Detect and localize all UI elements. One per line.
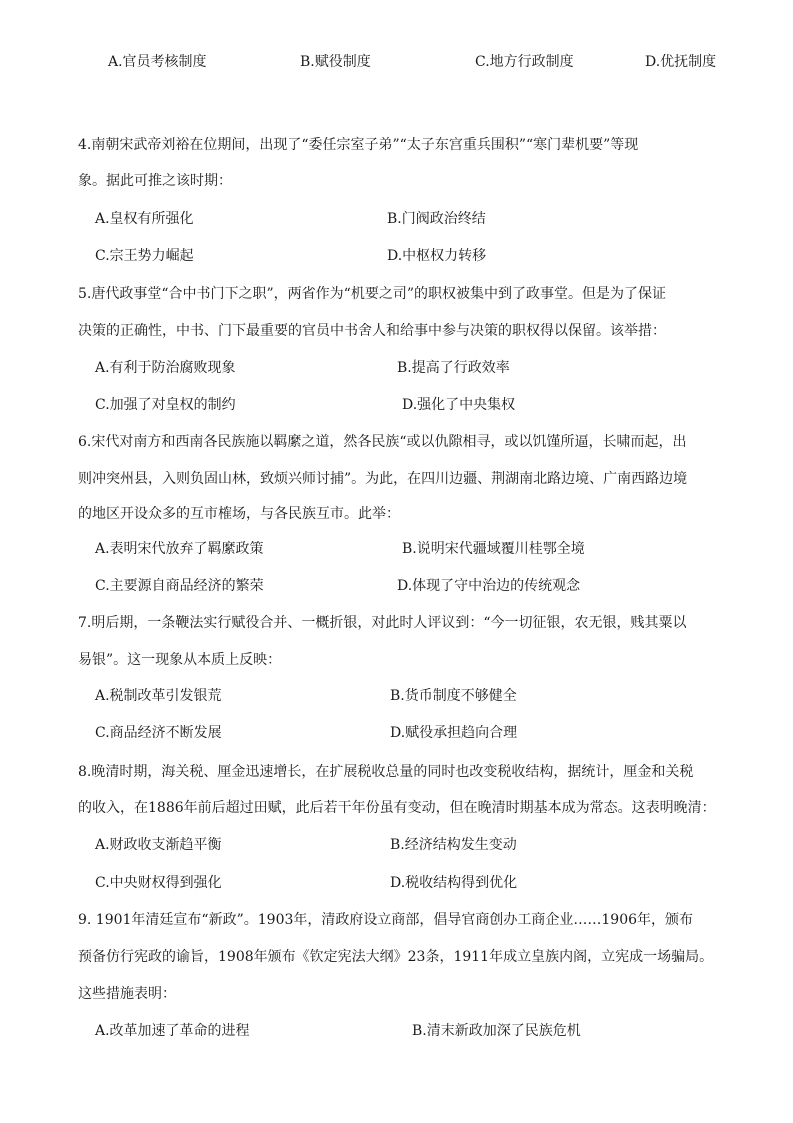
question-4-option-c: C.宗王势力崛起 bbox=[95, 248, 194, 264]
question-5-option-a: A.有利于防治腐败现象 bbox=[95, 360, 236, 376]
question-9-option-a: A.改革加速了革命的进程 bbox=[95, 1023, 250, 1039]
question-4-stem-line-2: 象。据此可推之该时期： bbox=[78, 173, 232, 189]
question-4-option-a: A.皇权有所强化 bbox=[95, 211, 194, 227]
question-6-stem-line-2: 则冲突州县，入则负固山林，致烦兴师讨捕”。为此，在四川边疆、荆湖南北路边境、广南西路边境 bbox=[78, 471, 688, 487]
question-7-option-b: B.货币制度不够健全 bbox=[390, 688, 517, 704]
question-6-option-a: A.表明宋代放弃了羁縻政策 bbox=[95, 541, 264, 557]
question-5-stem-line-1: 5.唐代政事堂“合中书门下之职”，两省作为“机要之司”的职权被集中到了政事堂。但是为了保证 bbox=[78, 286, 666, 302]
question-5-option-d: D.强化了中央集权 bbox=[402, 397, 516, 413]
question-7-stem-line-2: 易银”。这一现象从本质上反映： bbox=[78, 652, 282, 668]
question-9-stem-line-3: 这些措施表明： bbox=[78, 986, 176, 1002]
question-9-stem-line-1: 9. 1901年清廷宣布“新政”。1903年，清政府设立商部，倡导官商创办工商企业……1906年，颁布 bbox=[78, 912, 694, 928]
question-4-option-d: D.中枢权力转移 bbox=[387, 248, 487, 264]
question-7-option-d: D.赋役承担趋向合理 bbox=[390, 725, 518, 741]
question-8-option-a: A.财政收支渐趋平衡 bbox=[95, 837, 222, 853]
question-6-stem-line-1: 6.宋代对南方和西南各民族施以羁縻之道，然各民族“或以仇隙相寻，或以饥馑所逼，长啸而起，出 bbox=[78, 434, 687, 450]
question-8-option-d: D.税收结构得到优化 bbox=[390, 875, 518, 891]
question-8-option-c: C.中央财权得到强化 bbox=[95, 875, 222, 891]
question-7-stem-line-1: 7.明后期，一条鞭法实行赋役合并、一概折银，对此时人评议到：“今一切征银，农无银，贱其粟以 bbox=[78, 615, 687, 631]
question-6-option-c: C.主要源自商品经济的繁荣 bbox=[95, 578, 264, 594]
question-8-stem-line-2: 的收入，在1886年前后超过田赋，此后若干年份虽有变动，但在晚清时期基本成为常态。这表明晚清： bbox=[78, 800, 716, 816]
question-8-stem-line-1: 8.晚清时期，海关税、厘金迅速增长，在扩展税收总量的同时也改变税收结构，据统计，厘金和关税 bbox=[78, 764, 694, 780]
question-6-stem-line-3: 的地区开设众多的互市榷场，与各民族互市。此举： bbox=[78, 506, 400, 522]
option-c: C.地方行政制度 bbox=[475, 54, 574, 70]
question-5-option-c: C.加强了对皇权的制约 bbox=[95, 397, 236, 413]
question-4-stem-line-1: 4.南朝宋武帝刘裕在位期间，出现了“委任宗室子弟”“太子东宫重兵围积”“寒门辈机要”等现 bbox=[78, 137, 639, 153]
question-5-option-b: B.提高了行政效率 bbox=[397, 360, 510, 376]
option-b: B.赋役制度 bbox=[300, 54, 371, 70]
question-7-option-c: C.商品经济不断发展 bbox=[95, 725, 222, 741]
question-8-option-b: B.经济结构发生变动 bbox=[390, 837, 517, 853]
question-9-option-b: B.清末新政加深了民族危机 bbox=[412, 1023, 581, 1039]
question-7-option-a: A.税制改革引发银荒 bbox=[95, 688, 222, 704]
option-a: A.官员考核制度 bbox=[108, 54, 207, 70]
option-d: D.优抚制度 bbox=[645, 54, 717, 70]
question-5-stem-line-2: 决策的正确性，中书、门下最重要的官员中书舍人和给事中参与决策的职权得以保留。该举措： bbox=[78, 323, 666, 339]
question-4-option-b: B.门阀政治终结 bbox=[387, 211, 486, 227]
question-9-stem-line-2: 预备仿行宪政的谕旨，1908年颁布《钦定宪法大纲》23条，1911年成立皇族内阁，立宪成一场骗局。 bbox=[78, 949, 714, 965]
question-6-option-b: B.说明宋代疆域覆川桂鄂全境 bbox=[402, 541, 585, 557]
question-6-option-d: D.体现了守中治边的传统观念 bbox=[397, 578, 581, 594]
